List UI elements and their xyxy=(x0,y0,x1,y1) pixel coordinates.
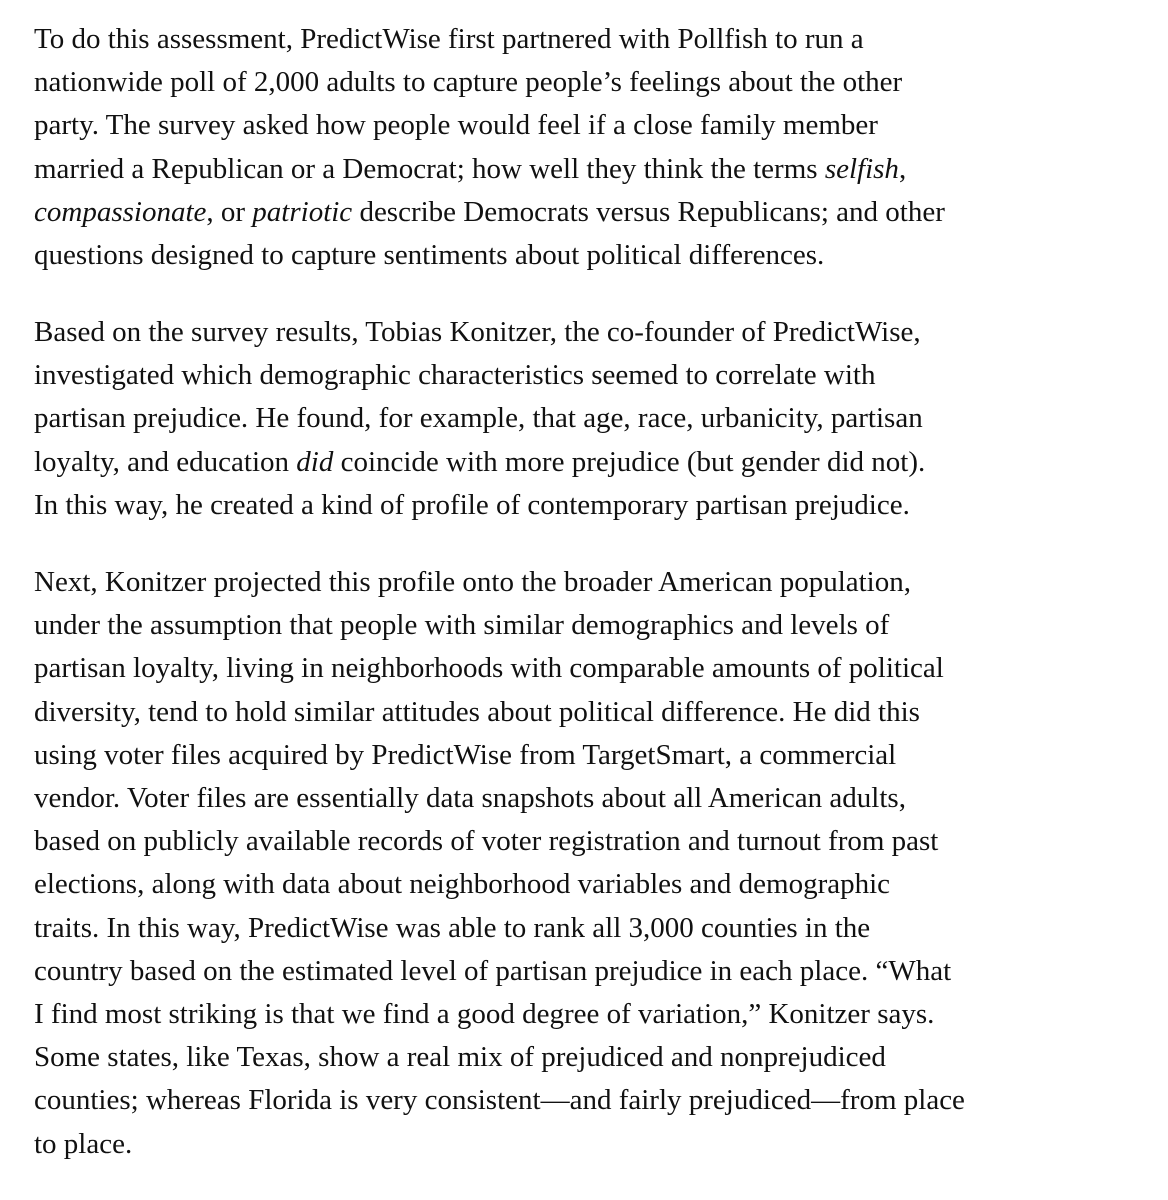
text-line: partisan loyalty, living in neighborhoods with comparable amounts of political xyxy=(34,652,944,685)
text-line: compassionate, or patriotic describe Democrats versus Republicans; and other xyxy=(34,195,945,228)
text-line: nationwide poll of 2,000 adults to capture people’s feelings about the other xyxy=(34,66,903,99)
text-line: under the assumption that people with similar demographics and levels of xyxy=(34,609,890,642)
text-line: partisan prejudice. He found, for example, that age, race, urbanicity, partisan xyxy=(34,402,923,435)
text-line: country based on the estimated level of partisan prejudice in each place. “What xyxy=(34,954,952,987)
paragraph-1 xyxy=(34,18,945,277)
text-line: based on publicly available records of voter registration and turnout from past xyxy=(34,825,939,858)
text-line: counties; whereas Florida is very consistent—and fairly prejudiced—from place xyxy=(34,1084,965,1117)
text-line: vendor. Voter files are essentially data snapshots about all American adults, xyxy=(34,782,906,815)
text-line: party. The survey asked how people would feel if a close family member xyxy=(34,109,878,142)
emphasis-compassionate: compassionate xyxy=(34,195,207,228)
emphasis-patriotic: patriotic xyxy=(252,195,353,228)
text-line: investigated which demographic characteristics seemed to correlate with xyxy=(34,359,876,392)
text-line: To do this assessment, PredictWise first partnered with Pollfish to run a xyxy=(34,23,864,55)
text-line: Some states, like Texas, show a real mix of prejudiced and nonprejudiced xyxy=(34,1041,886,1074)
text-line: I find most striking is that we find a good degree of variation,” Konitzer says. xyxy=(34,998,935,1031)
text-line: Next, Konitzer projected this profile onto the broader American population, xyxy=(34,566,911,598)
paragraph-3 xyxy=(34,561,965,1166)
text-line: loyalty, and education did coincide with more prejudice (but gender did not). xyxy=(34,445,926,478)
emphasis-selfish: selfish xyxy=(824,152,899,185)
text-line: using voter files acquired by PredictWise from TargetSmart, a commercial xyxy=(34,738,897,771)
text-line: In this way, he created a kind of profile of contemporary partisan prejudice. xyxy=(34,488,910,521)
paragraph-2 xyxy=(34,311,925,527)
text-line: diversity, tend to hold similar attitudes about political difference. He did this xyxy=(34,695,920,728)
text-line: Based on the survey results, Tobias Konitzer, the co-founder of PredictWise, xyxy=(34,316,921,348)
emphasis-did: did xyxy=(296,445,334,478)
text-line: traits. In this way, PredictWise was able to rank all 3,000 counties in the xyxy=(34,911,871,944)
text-line: elections, along with data about neighborhood variables and demographic xyxy=(34,868,891,901)
text-line: questions designed to capture sentiments about political differences. xyxy=(34,239,825,272)
text-line: married a Republican or a Democrat; how well they think the terms selfish, xyxy=(34,152,907,185)
text-line: to place. xyxy=(34,1127,133,1160)
